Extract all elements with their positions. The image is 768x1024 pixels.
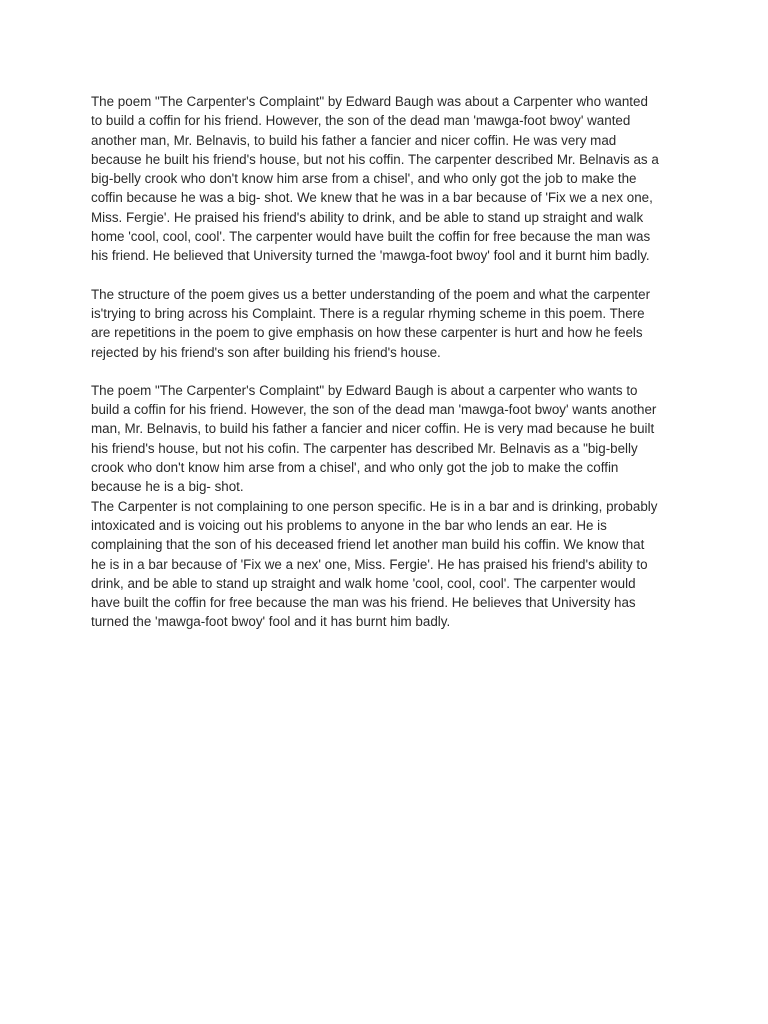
paragraph-3: The poem "The Carpenter's Complaint" by Edward Baugh is about a carpenter who wants to build a coffin for his friend. However, the son of the dead man 'mawga-foot bwoy' wants another man, Mr. Belnavis, to build his father a fancier and nicer coffin. He is very mad because he built his friend's house, but not his cofin. The carpenter has described Mr. Belnavis as a "big-belly crook who don't know him arse from a chisel', and who only got the job to make the coffin because he is a big- shot. [91, 382, 657, 495]
paragraph-spacer [91, 266, 691, 285]
paragraph-1: The poem "The Carpenter's Complaint" by Edward Baugh was about a Carpenter who wanted to build a coffin for his friend. However, the son of the dead man 'mawga-foot bwoy' wanted another man, Mr. Belnavis, to build his father a fancier and nicer coffin. He was very mad because he built his friend's house, but not his coffin. The carpenter described Mr. Belnavis as a big-belly crook who don't know him arse from a chisel', and who only got the job to make the coffin because he was a big- shot. We knew that he was in a bar because of 'Fix we a nex one, Miss. Fergie'. He praised his friend's ability to drink, and be able to stand up straight and walk home 'cool, cool, cool'. The carpenter would have built the coffin for free because the man was his friend. He believed that University turned the 'mawga-foot bwoy' fool and it burnt him badly. [91, 94, 659, 264]
paragraph-2: The structure of the poem gives us a better understanding of the poem and what the carpenter is'trying to bring across his Complaint. There is a regular rhyming scheme in this poem. There are repetitions in the poem to give emphasis on how these carpenter is hurt and how he feels rejected by his friend's son after building his friend's house. [91, 286, 651, 360]
document-body [91, 92, 691, 632]
paragraph-spacer [91, 362, 691, 381]
paragraph-4: The Carpenter is not complaining to one person specific. He is in a bar and is drinking, probably intoxicated and is voicing out his problems to anyone in the bar who lends an ear. He is complaining that the son of his deceased friend let another man build his coffin. We know that he is in a bar because of 'Fix we a nex' one, Miss. Fergie'. He has praised his friend's ability to drink, and be able to stand up straight and walk home 'cool, cool, cool'. The carpenter would have built the coffin for free because the man was his friend. He believes that University has turned the 'mawga-foot bwoy' fool and it has burnt him badly. [91, 498, 658, 630]
